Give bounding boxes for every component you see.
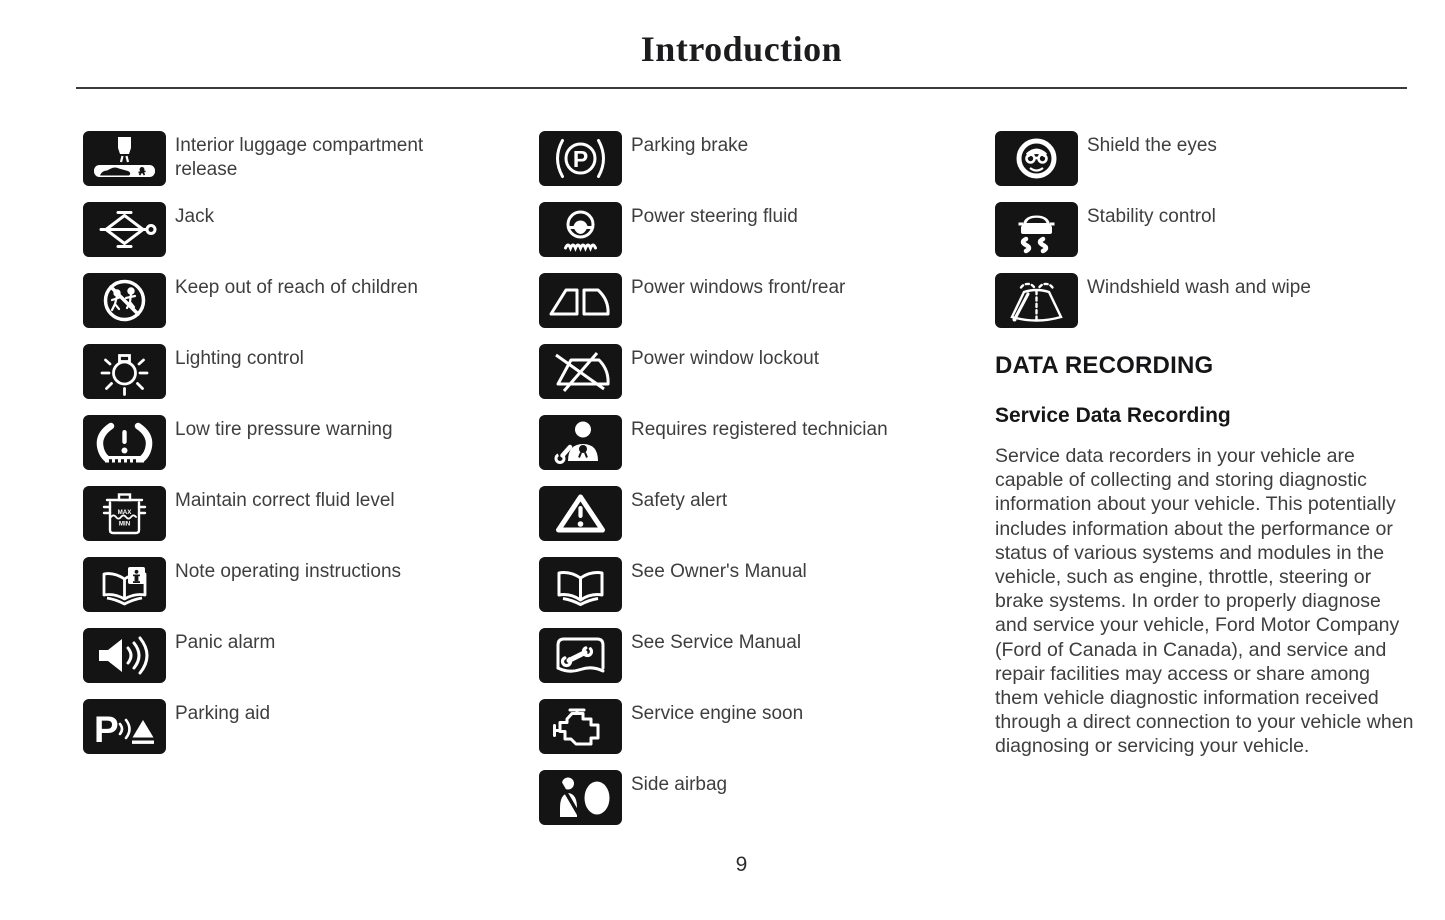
section-heading-data-recording: DATA RECORDING [995,352,1214,379]
symbol-row [539,273,973,328]
symbol-row [83,699,475,754]
symbol-label: Requires registered technician [631,419,888,440]
power-window-lockout-icon [539,344,622,399]
symbol-label: Power steering fluid [631,206,798,227]
fluid-min-text: MIN [118,520,131,528]
fluid-max-text: MAX [117,509,132,516]
symbol-label: See Service Manual [631,632,802,653]
symbol-column-1 [83,131,475,770]
symbol-row [83,273,475,328]
symbol-row [539,415,973,470]
symbol-label: Jack [175,206,215,227]
power-steering-fluid-icon [539,202,622,257]
symbol-row [83,415,475,470]
subsection-heading-service-data-recording: Service Data Recording [995,404,1231,427]
page-title: Introduction [640,29,843,69]
note-operating-instructions-icon [83,557,166,612]
symbol-row [539,699,973,754]
symbol-label: Service engine soon [631,703,804,724]
symbol-label: Parking brake [631,135,749,156]
symbol-label: Keep out of reach of children [175,277,418,298]
side-airbag-icon [539,770,622,825]
parking-brake-letter: P [572,146,589,172]
symbol-row [539,344,973,399]
panic-alarm-icon [83,628,166,683]
symbol-row [83,344,475,399]
low-tire-pressure-warning-icon [83,415,166,470]
symbol-label: Power windows front/rear [631,277,846,298]
symbol-row [539,131,973,186]
symbol-column-3 [995,131,1415,759]
symbol-row [83,486,475,541]
symbol-row [539,202,973,257]
symbol-column-2 [539,131,973,841]
symbol-row [83,131,475,186]
symbol-row [83,557,475,612]
stability-control-icon [995,202,1078,257]
symbol-row [83,202,475,257]
interior-luggage-compartment-release-icon [83,131,166,186]
windshield-wash-and-wipe-icon [995,273,1078,328]
symbol-label: Parking aid [175,703,271,724]
symbol-label: Safety alert [631,490,728,511]
title-rule [76,87,1407,89]
lighting-control-icon [83,344,166,399]
symbol-row [83,628,475,683]
symbol-label: Lighting control [175,348,304,369]
symbol-label: Side airbag [631,774,728,795]
symbol-label: Windshield wash and wipe [1087,277,1311,298]
page-number: 9 [735,853,748,876]
symbol-row [995,202,1415,257]
symbol-label: Maintain correct fluid level [175,490,395,511]
keep-out-of-reach-of-children-icon [83,273,166,328]
symbol-row [539,628,973,683]
requires-registered-technician-icon [539,415,622,470]
symbol-label: See Owner's Manual [631,561,807,582]
jack-icon [83,202,166,257]
service-data-recording-text: Service data recorders in your vehicle are capable of collecting and storing diagnostic information about your vehicle. This potentially includes information about the performance or status of various systems and modules in the vehicle, such as engine, throttle, steering or brake systems. In order to properly diagnose and service your vehicle, Ford Motor Company (Ford of Canada in Canada), and service and repair facilities may access or share among them vehicle diagnostic information received through a direct connection to your vehicle when diagnosing or servicing your vehicle. [995,445,1414,758]
service-engine-soon-icon [539,699,622,754]
maintain-correct-fluid-level-icon [83,486,166,541]
safety-alert-icon [539,486,622,541]
see-owners-manual-icon [539,557,622,612]
symbol-label: Interior luggage compartment release [175,135,424,180]
symbol-label: Shield the eyes [1087,135,1217,156]
symbol-label: Low tire pressure warning [175,419,393,440]
shield-the-eyes-icon [995,131,1078,186]
symbol-label: Power window lockout [631,348,819,369]
parking-aid-icon [83,699,166,754]
see-service-manual-icon [539,628,622,683]
symbol-row [995,131,1415,186]
parking-brake-icon [539,131,622,186]
symbol-row [539,770,973,825]
symbol-label: Note operating instructions [175,561,402,582]
power-windows-front-rear-icon [539,273,622,328]
symbol-label: Panic alarm [175,632,276,653]
symbol-row [539,557,973,612]
parking-aid-letter: P [94,709,119,750]
symbol-row [995,273,1415,328]
symbol-label: Stability control [1087,206,1216,227]
symbol-row [539,486,973,541]
